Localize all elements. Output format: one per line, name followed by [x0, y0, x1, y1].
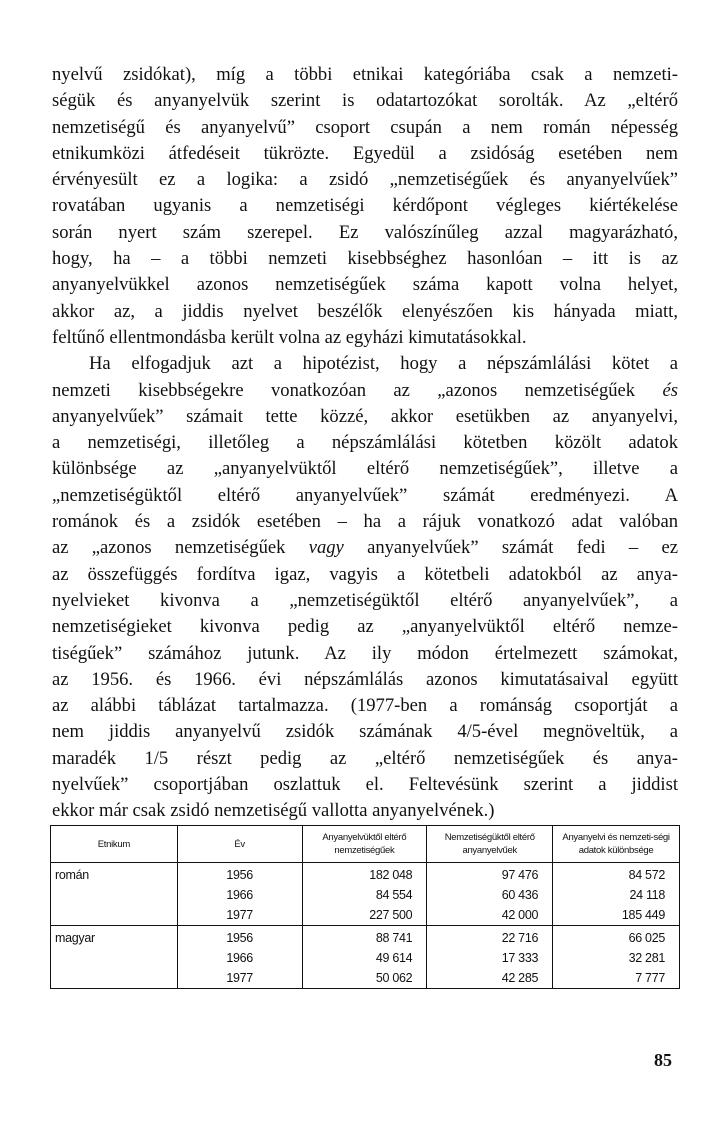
ethnicity-data-table [50, 825, 680, 989]
text-line: rovatában ugyanis a nemzetiségi kérdőpont végleges kiértékelése [52, 195, 678, 217]
text-line: feltűnő ellentmondásba került volna az egyházi kimutatásokkal. [52, 326, 527, 348]
cell-ethnic [51, 948, 178, 968]
text-line: nemzeti kisebbségekre vonatkozóan az „azonos nemzetiségűek és [52, 379, 678, 401]
header-col-c: Anyanyelvi és nemzeti-ségi adatok különbsége [553, 826, 680, 863]
table-row [51, 905, 680, 926]
header-year: Év [177, 826, 302, 863]
text-line: nyelvű zsidókat), míg a többi etnikai kategóriába csak a nemzeti- [52, 64, 678, 85]
text-line: nemzetiségieket kivonva pedig az „anyanyelvüktől eltérő nemze- [52, 616, 678, 638]
text-line: maradék 1/5 részt pedig az „eltérő nemzetiségűek és anya- [52, 747, 678, 769]
cell-ethnic [51, 885, 178, 905]
cell-col-c: 24 118 [553, 885, 680, 905]
text-line: az összefüggés fordítva igaz, vagyis a kötetbeli adatokból az anya- [52, 563, 678, 585]
cell-year: 1977 [177, 905, 302, 926]
text-line: románok és a zsidók esetében – ha a rájuk vonatkozó adat valóban [52, 511, 678, 533]
cell-col-c: 185 449 [553, 905, 680, 926]
cell-col-b: 22 716 [427, 926, 553, 949]
text-line: ekkor már csak zsidó nemzetiségű vallotta anyanyelvének.) [52, 800, 495, 822]
text-line: etnikumközi átfedéseit tükrözte. Egyedül a zsidóság esetében nem [52, 142, 678, 164]
table-row [51, 863, 680, 886]
text-line: az 1956. és 1966. évi népszámlálás azonos kimutatásaival együtt [52, 668, 678, 690]
header-col-b: Nemzetiségüktől eltérő anyanyelvűek [427, 826, 553, 863]
text-line: anyanyelvűek” számait tette közzé, akkor esetükben az anyanyelvi, [52, 405, 678, 427]
cell-col-a: 227 500 [302, 905, 427, 926]
text-line: anyanyelvükkel azonos nemzetiségűek száma kapott volna helyet, [52, 274, 678, 296]
cell-col-a: 182 048 [302, 863, 427, 886]
paragraph-1 [52, 62, 678, 351]
body-text [52, 62, 678, 825]
table-row [51, 968, 680, 989]
text-line: során nyert szám szerepel. Ez valószínűleg azzal magyarázható, [52, 221, 678, 243]
emphasis: vagy [308, 537, 344, 559]
cell-col-b: 42 000 [427, 905, 553, 926]
cell-col-a: 50 062 [302, 968, 427, 989]
text-line: nem jiddis anyanyelvű zsidók számának 4/5-ével megnöveltük, a [52, 721, 678, 743]
cell-ethnic: magyar [51, 926, 178, 949]
table-header-row [51, 826, 680, 863]
cell-ethnic [51, 905, 178, 926]
cell-col-c: 7 777 [553, 968, 680, 989]
cell-ethnic: román [51, 863, 178, 886]
cell-col-c: 84 572 [553, 863, 680, 886]
cell-ethnic [51, 968, 178, 989]
text-line: hogy, ha – a többi nemzeti kisebbséghez hasonlóan – itt is az [52, 248, 678, 270]
text-line: az „azonos nemzetiségűek vagy anyanyelvűek” számát fedi – ez [52, 537, 678, 559]
text-line: nemzetiségű és anyanyelvű” csoport csupán a nem román népesség [52, 116, 678, 138]
text-line: akkor az, a jiddis nyelvet beszélők elenyészően kis hányada miatt, [52, 300, 678, 322]
cell-year: 1977 [177, 968, 302, 989]
cell-year: 1966 [177, 885, 302, 905]
table-row [51, 926, 680, 949]
cell-col-b: 60 436 [427, 885, 553, 905]
cell-col-c: 66 025 [553, 926, 680, 949]
cell-col-b: 42 285 [427, 968, 553, 989]
table-row [51, 948, 680, 968]
cell-col-a: 49 614 [302, 948, 427, 968]
data-table-container [50, 825, 680, 989]
text-line: nyelvűek” csoportjában oszlattuk el. Feltevésünk szerint a jiddist [52, 774, 678, 796]
cell-col-c: 32 281 [553, 948, 680, 968]
cell-year: 1956 [177, 926, 302, 949]
text-line: ségük és anyanyelvük szerint is odatartozókat sorolták. Az „eltérő [52, 90, 678, 112]
cell-col-b: 97 476 [427, 863, 553, 886]
table-row [51, 885, 680, 905]
text-line: „nemzetiségüktől eltérő anyanyelvűek” számát eredményezi. A [52, 484, 678, 506]
paragraph-2 [52, 351, 678, 824]
table-body [51, 863, 680, 989]
text-line: érvényesült ez a logika: a zsidó „nemzetiségűek és anyanyelvűek” [52, 169, 678, 191]
text-line: a nemzetiségi, illetőleg a népszámlálási kötetben közölt adatok [52, 432, 678, 454]
cell-col-a: 88 741 [302, 926, 427, 949]
cell-col-a: 84 554 [302, 885, 427, 905]
emphasis: és [662, 379, 678, 401]
text-line: tiségűek” számához jutunk. Az ily módon értelmezett számokat, [52, 642, 678, 664]
page-number: 85 [654, 1050, 672, 1070]
cell-col-b: 17 333 [427, 948, 553, 968]
text-line: az alábbi táblázat tartalmazza. (1977-ben a románság csoportját a [52, 695, 678, 717]
cell-year: 1956 [177, 863, 302, 886]
text-line: különbsége az „anyanyelvüktől eltérő nemzetiségűek”, illetve a [52, 458, 678, 480]
header-col-a: Anyanyelvüktől eltérő nemzetiségűek [302, 826, 427, 863]
header-ethnic: Etnikum [51, 826, 178, 863]
text-line: nyelvieket kivonva a „nemzetiségüktől eltérő anyanyelvűek”, a [52, 589, 678, 611]
cell-year: 1966 [177, 948, 302, 968]
text-line: Ha elfogadjuk azt a hipotézist, hogy a népszámlálási kötet a [89, 353, 678, 375]
